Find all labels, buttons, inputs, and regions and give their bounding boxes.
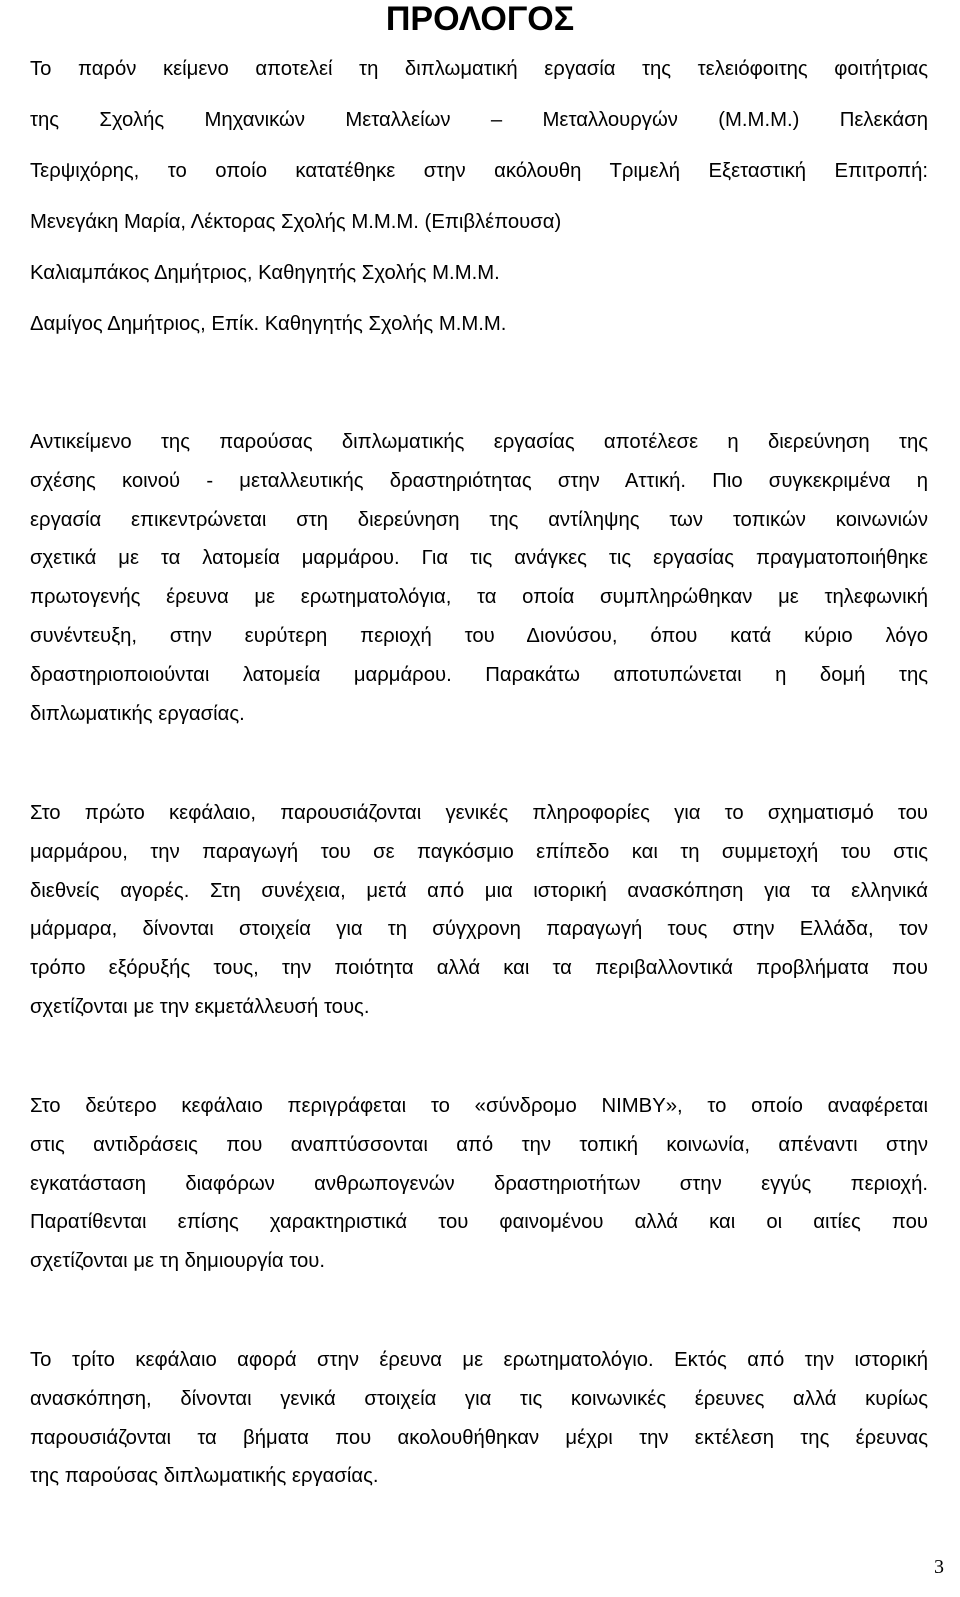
text-line: συνέντευξη, στην ευρύτερη περιοχή του Διονύσου, όπου κατά κύριο λόγο — [30, 624, 928, 647]
text-line: Αντικείμενο της παρούσας διπλωματικής εργασίας αποτέλεσε η διερεύνηση της — [30, 431, 928, 453]
committee-member-line: Δαμίγος Δημήτριος, Επίκ. Καθηγητής Σχολής Μ.Μ.Μ. — [30, 313, 507, 335]
text-line: μαρμάρου, την παραγωγή του σε παγκόσμιο επίπεδο και τη συμμετοχή του στις — [30, 840, 928, 863]
page-number: 3 — [934, 1556, 944, 1578]
text-line: Το τρίτο κεφάλαιο αφορά στην έρευνα με ερωτηματολόγιο. Εκτός από την ιστορική — [30, 1349, 928, 1371]
text-line: διεθνείς αγορές. Στη συνέχεια, μετά από μια ιστορική ανασκόπηση για τα ελληνικά — [30, 879, 928, 902]
text-line: Το παρόν κείμενο αποτελεί τη διπλωματική εργασία της τελειόφοιτης φοιτήτριας — [30, 58, 928, 80]
text-line: εργασία επικεντρώνεται στη διερεύνηση της αντίληψης των τοπικών κοινωνιών — [30, 508, 928, 531]
text-line: Παρατίθενται επίσης χαρακτηριστικά του φαινομένου αλλά και οι αιτίες που — [30, 1211, 928, 1234]
committee-member-line: Καλιαμπάκος Δημήτριος, Καθηγητής Σχολής Μ.Μ.Μ. — [30, 262, 500, 284]
paragraph-chapter-three — [30, 1341, 928, 1496]
text-line: Τερψιχόρης, το οποίο κατατέθηκε στην ακόλουθη Τριμελή Εξεταστική Επιτροπή: — [30, 160, 928, 182]
text-line: ανασκόπηση, δίνονται γενικά στοιχεία για τις κοινωνικές έρευνες αλλά κυρίως — [30, 1387, 928, 1410]
text-line: σχετικά με τα λατομεία μαρμάρου. Για τις ανάγκες τις εργασίας πραγματοποιήθηκε — [30, 547, 928, 570]
page-title: ΠΡΟΛΟΓΟΣ — [385, 0, 575, 38]
text-line: πρωτογενής έρευνα με ερωτηματολόγια, τα οποία συμπληρώθηκαν με τηλεφωνική — [30, 586, 928, 609]
paragraph-chapter-two — [30, 1087, 928, 1281]
text-line: εγκατάσταση διαφόρων ανθρωπογενών δραστηριοτήτων στην εγγύς περιοχή. — [30, 1172, 928, 1195]
text-line: παρουσιάζονται τα βήματα που ακολουθήθηκαν μέχρι την εκτέλεση της έρευνας — [30, 1426, 928, 1449]
text-line: τρόπο εξόρυξής τους, την ποιότητα αλλά και τα περιβαλλοντικά προβλήματα που — [30, 957, 928, 980]
paragraph-objective — [30, 423, 928, 733]
committee-member-line: Μενεγάκη Μαρία, Λέκτορας Σχολής Μ.Μ.Μ. (Επιβλέπουσα) — [30, 211, 562, 233]
text-line: σχέσης κοινού - μεταλλευτικής δραστηριότητας στην Αττική. Πιο συγκεκριμένα η — [30, 469, 928, 492]
text-line: μάρμαρα, δίνονται στοιχεία για τη σύγχρονη παραγωγή τους στην Ελλάδα, τον — [30, 918, 928, 941]
text-line: δραστηριοποιούνται λατομεία μαρμάρου. Παρακάτω αποτυπώνεται η δομή της — [30, 663, 928, 686]
text-line: διπλωματικής εργασίας. — [30, 702, 245, 725]
text-line: σχετίζονται με τη δημιουργία του. — [30, 1250, 326, 1273]
text-line: Στο δεύτερο κεφάλαιο περιγράφεται το «σύνδρομο NIMBY», το οποίο αναφέρεται — [30, 1095, 928, 1117]
text-line: της παρούσας διπλωματικής εργασίας. — [30, 1465, 379, 1488]
committee-intro — [30, 44, 928, 350]
text-line: της Σχολής Μηχανικών Μεταλλείων – Μεταλλουργών (Μ.Μ.Μ.) Πελεκάση — [30, 109, 928, 131]
paragraph-chapter-one — [30, 794, 928, 1027]
text-line: στις αντιδράσεις που αναπτύσσονται από την τοπική κοινωνία, απέναντι στην — [30, 1133, 928, 1156]
text-line: Στο πρώτο κεφάλαιο, παρουσιάζονται γενικές πληροφορίες για το σχηματισμό του — [30, 802, 928, 824]
text-line: σχετίζονται με την εκμετάλλευσή τους. — [30, 995, 370, 1018]
